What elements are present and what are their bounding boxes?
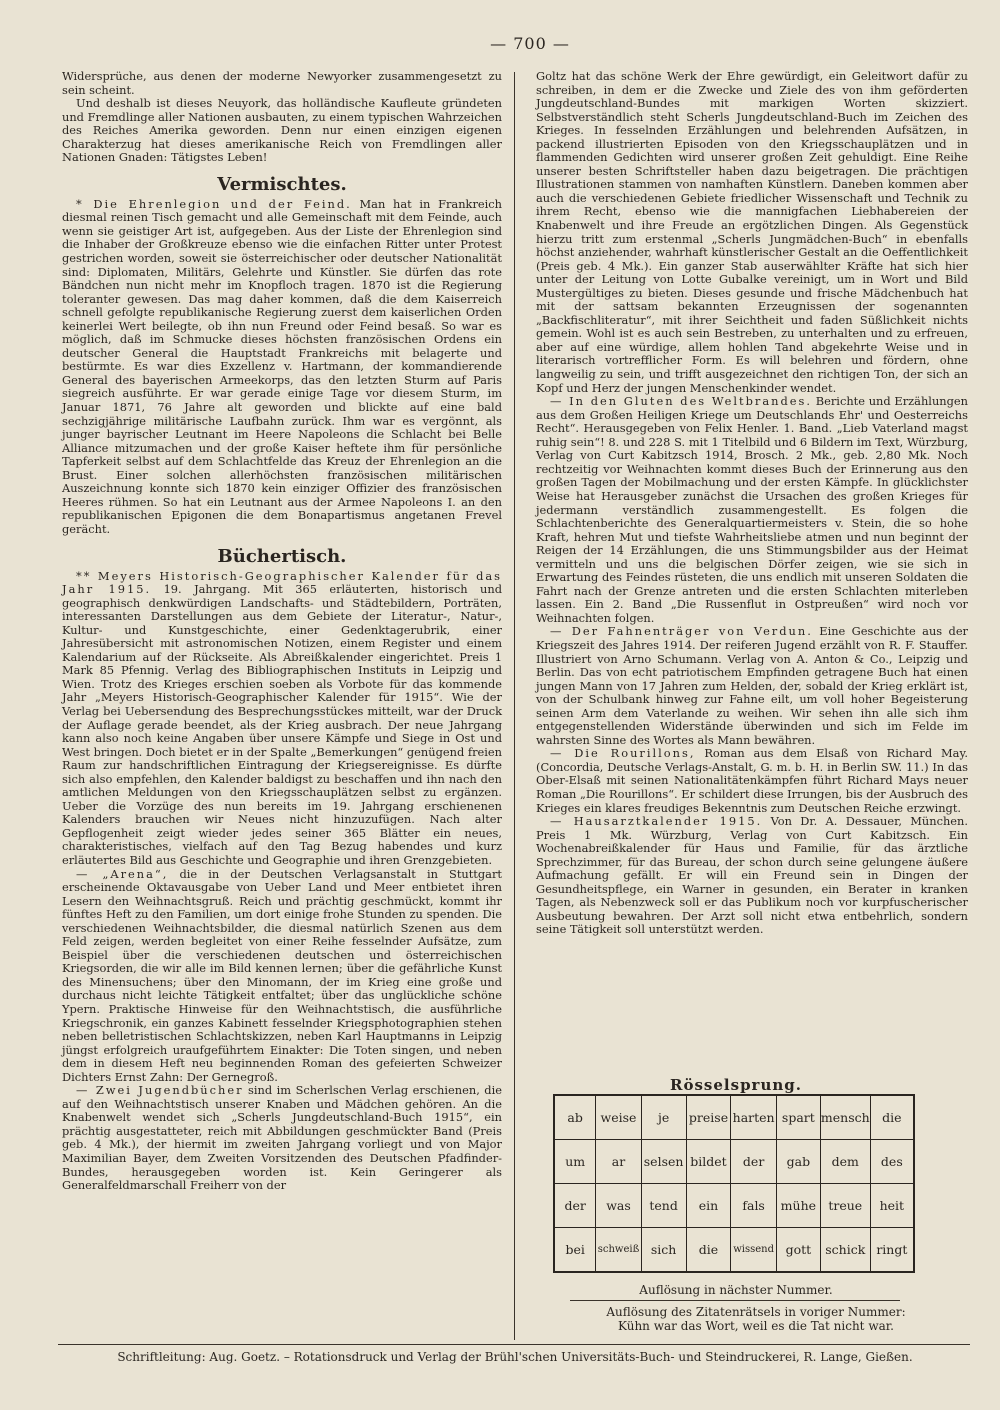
left-column [62, 70, 502, 1193]
puzzle-row [554, 1228, 914, 1273]
book-review-continuation: Goltz hat das schöne Werk der Ehre gewürdigt, ein Geleitwort dafür zu schreiben, in dem er die Zwecke und Ziele des von ihm geförderten Jungdeutschland-Bundes mit markigen Worten skizziert. Selbstverständlich steht Scherls Jungdeutschland-Buch im Zeichen des Krieges. In fesselnden Erzählungen und belehrenden Aufsätzen, in packend illustrierten Episoden von den Kriegsschauplätzen und in flammenden Gedichten wird unserer großen Zeit gehuldigt. Eine Reihe unserer besten Schriftsteller haben dazu beigetragen. Die prächtigen Illustrationen stammen von namhaften Künstlern. Daneben kommen aber auch die verschiedenen Gebiete friedlicher Wissenschaft und Technik zu ihrem Recht, ebenso wie die mannigfachen Liebhabereien der Knabenwelt und ihre Freude an ergötzlichen Dingen. Als Gegenstück hierzu tritt zum erstenmal „Scherls Jungmädchen-Buch“ in ebenfalls höchst anziehender, wahrhaft künstlerischer Gestalt an die Oeffentlichkeit (Preis geb. 4 Mk.). Ein ganzer Stab auserwählter Kräfte hat sich hier unter der Leitung von Lotte Gubalke vereinigt, um in Wort und Bild Mustergültiges zu bieten. Dieses gesunde und frische Mädchenbuch hat mit der sattsam bekannten Erzeugnissen der sogenannten „Backfischliteratur“, mit ihrer Seichtheit und faden Süßlichkeit nichts gemein. Wohl ist es auch sein Bestreben, zu unterhalten und zu erfreuen, aber auf eine würdige, allem hohlen Tand abgekehrte Weise und in literarisch vortrefflicher Form. Es will belehren und fördern, ohne langweilig zu sein, und trifft ausgezeichnet den richtigen Ton, der sich an Kopf und Herz der jungen Menschenkinder wendet. [536, 69, 968, 395]
section-heading-buechertisch: Büchertisch. [217, 545, 347, 567]
review-lead: — Die Rourillons, [550, 746, 696, 761]
book-review-meyers [62, 570, 502, 868]
review-lead: — Hausarztkalender 1915. [550, 814, 763, 829]
article-lead: * Die Ehrenlegion und der Feind. [76, 196, 352, 211]
puzzle-cell: treue [820, 1184, 870, 1228]
puzzle-cell: schweiß [596, 1228, 641, 1273]
riddle-solution [540, 1305, 972, 1333]
puzzle-cell: weise [596, 1095, 641, 1140]
puzzle-cell: der [731, 1140, 776, 1184]
puzzle-solution-note: Auflösung in nächster Nummer. [639, 1283, 833, 1297]
puzzle-cell: mensch [820, 1095, 870, 1140]
review-text: 19. Jahrgang. Mit 365 erläuterten, historisch und geographisch denkwürdigen Landschafts- und Städtebildern, Porträten, interessanten Darstellungen aus dem Gebiete der Literatur-, Natur-, Kultur- und Kunstgeschichte, einer Gedenktagerubrik, einer Jahresübersicht mit astronomischen Notizen, einem Register und einem Kalendarium auf der Rückseite. Als Abreißkalender eingerichtet. Preis 1 Mark 85 Pfennig. Verlag des Bibliographischen Instituts in Leipzig und Wien. Trotz des Krieges erschien soeben als Vorbote für das kommende Jahr „Meyers Historisch-Geographischer Kalender für 1915“. Wie der Verlag bei Uebersendung des Besprechungsstückes mitteilt, war der Druck der Auflage gerade beendet, als der Krieg ausbrach. Der neue Jahrgang kann also noch keine Angaben über unsere Kämpfe und Siege in Ost und West bringen. Doch bietet er in der Spalte „Bemerkungen“ genügend freien Raum zur handschriftlichen Eintragung der Kriegsereignisse. Es dürfte sich also empfehlen, den Kalender baldigst zu beschaffen und ihn nach den amtlichen Meldungen von den Kriegsschauplätzen selbst zu ergänzen. Ueber die Vorzüge des nun bereits im 19. Jahrgang erschienenen Kalenders brauchen wir Neues nicht hinzuzufügen. Nach alter Gepflogenheit zeigt wieder jedes seiner 365 Blätter ein neues, charakteristisches, vielfach auf den Tag Bezug habendes und kurz erläutertes Bild aus Geschichte und Geographie und ihren Grenzgebieten. [62, 582, 503, 867]
puzzle-cell: spart [776, 1095, 820, 1140]
section-heading-vermischtes: Vermischtes. [217, 173, 347, 195]
puzzle-cell: heit [870, 1184, 914, 1228]
riddle-solution-label: Auflösung des Zitatenrätsels in voriger Nummer: [606, 1305, 906, 1319]
book-review-weltbrand [536, 395, 968, 625]
footer-divider [58, 1344, 970, 1345]
puzzle-cell: um [554, 1140, 596, 1184]
book-review-fahnentraeger [536, 625, 968, 747]
imprint-footer: Schriftleitung: Aug. Goetz. – Rotationsdruck und Verlag der Brühl'schen Universitäts-Buch- und Steindruckerei, R. Lange, Gießen. [117, 1350, 913, 1364]
puzzle-cell: der [554, 1184, 596, 1228]
puzzle-cell: ringt [870, 1228, 914, 1273]
puzzle-cell: preise [686, 1095, 731, 1140]
review-text: die in der Deutschen Verlagsanstalt in Stuttgart erscheinende Oktavausgabe von Ueber Land und Meer entbietet ihren Lesern den Weihnachtsgruß. Reich und prächtig geschmückt, kommt ihr fünftes Heft zu den Familien, um dort einige frohe Stunden zu spenden. Die verschiedenen Weihnachtsbilder, die diesmal natürlich Szenen aus dem Feld zeigen, werden begleitet von einer Reihe fesselnder Aufsätze, zum Beispiel über die verschiedenen deutschen und österreichischen Kriegsorden, die wir alle im Bild kennen lernen; über die gefährliche Kunst des Minensuchens; über den Minomann, der im Krieg eine große und durchaus nicht leichte Tätigkeit entfaltet; über das unglückliche schöne Ypern. Praktische Hinweise für den Weihnachtstisch, die ausführliche Kriegschronik, ein ganzes Kabinett fesselnder Kriegsphotographien stehen neben belletristischen Schlachtskizzen, neben Karl Hauptmanns in Leipzig jüngst erfolgreich uraufgeführtem Einakter: Die Toten singen, und neben dem in diesem Heft neu beginnenden Roman des gefeierten Schweizer Dichters Ernst Zahn: Der Gernegroß. [62, 866, 502, 1084]
puzzle-cell: ein [686, 1184, 731, 1228]
puzzle-cell: selsen [641, 1140, 686, 1184]
book-review-rourillons [536, 747, 968, 815]
puzzle-cell: die [870, 1095, 914, 1140]
puzzle-title: Rösselsprung. [670, 1076, 802, 1094]
review-text: Berichte und Erzählungen aus dem Großen Heiligen Kriege um Deutschlands Ehr' und Oesterreichs Recht“. Herausgegeben von Felix Henler. 1. Band. „Lieb Vaterland magst ruhig sein“! 8. und 228 S. mit 1 Titelbild und 6 Bildern im Text, Würzburg, Verlag von Curt Kabitzsch 1914, Brosch. 2 Mk., geb. 2,80 Mk. Noch rechtzeitig vor Weihnachten kommt dieses Buch der Erinnerung aus den großen Tagen der Mobilmachung und der ersten Kämpfe. In glücklichster Weise hat Herausgeber zunächst die Ursachen des großen Krieges für jedermann verständlich zusammengestellt. Es folgen die Schlachtenberichte des Generalquartiermeisters v. Stein, die so hohe Kraft, hehren Mut und tiefste Wahrheitsliebe atmen und nun beginnt der Reigen der 14 Erzählungen, die uns Stimmungsbilder aus der Heimat vermitteln und uns die belgischen Dörfer zeigen, wie sie sich in Erwartung des Feindes rüsteten, die uns endlich mit unseren Soldaten die Fahrt nach der Grenze antreten und die ersten Schlachten miterleben lassen. Ein 2. Band „Die Russenflut in Ostpreußen“ wird noch vor Weihnachten folgen. [536, 394, 968, 625]
review-text: Eine Geschichte aus der Kriegszeit des Jahres 1914. Der reiferen Jugend erzählt von R. F. Stauffer. Illustriert von Arno Schumann. Verlag von A. Anton & Co., Leipzig und Berlin. Das von echt patriotischem Empfinden getragene Buch hat einen jungen Mann von 17 Jahren zum Helden, der, sobald der Krieg erklärt ist, von der Schulbank hinweg zur Fahne eilt, um voll hoher Begeisterung seinen Arm dem Vaterlande zu weihen. Wir sehen ihn alle sich ihm entgegenstellenden Widerstände überwinden und sich im Felde im wahrsten Sinne des Wortes als Mann bewähren. [536, 624, 969, 747]
review-text: sind im Scherlschen Verlag erschienen, die auf den Weihnachtstisch unserer Knaben und Mädchen gehören. An die Knabenwelt wendet sich „Scherls Jungdeutschland-Buch 1915“, ein prächtig ausgestatteter, reich mit Abbildungen geschmückter Band (Preis geb. 4 Mk.), der hiermit im zweiten Jahrgang vorliegt und von Major Maximilian Bayer, dem Zweiten Vorsitzenden des Deutschen Pfadfinder-Bundes, herausgegeben worden ist. Kein Geringerer als Generalfeldmarschall Freiherr von der [62, 1083, 502, 1193]
review-text: Von Dr. A. Dessauer, München. Preis 1 Mk. Würzburg, Verlag von Curt Kabitzsch. Ein Wochenabreißkalender für Haus und Familie, für das ärztliche Sprechzimmer, für das Bureau, der schon durch seine gelungene äußere Aufmachung gefällt. Er will ein Freund sein in Dingen der Gesundheitspflege, ein Warner in gesunden, ein Berater in kranken Tagen, als Nebenzweck soll er das Publikum noch vor kurpfuscherischer Ausbeutung bewahren. Der Arzt soll nicht etwa entbehrlich, sondern seine Tätigkeit soll unterstützt werden. [536, 814, 968, 937]
puzzle-row [554, 1184, 914, 1228]
review-text: Roman aus dem Elsaß von Richard May. (Concordia, Deutsche Verlags-Anstalt, G. m. b. H. in Berlin SW. 11.) In das Ober-Elsaß mit seinen Nationalitätenkämpfen führt Richard Mays neuer Roman „Die Rourillons“. Er schildert diese Irrungen, bis der Ausbruch des Krieges ein klares freudiges Bekenntnis zum Deutschen Reiche erzwingt. [536, 746, 969, 815]
puzzle-cell: schick [820, 1228, 870, 1273]
puzzle-cell: des [870, 1140, 914, 1184]
puzzle-cell: ar [596, 1140, 641, 1184]
book-review-hausarzt [536, 815, 968, 937]
puzzle-cell: wissend [731, 1228, 776, 1273]
riddle-solution-text: Kühn war das Wort, weil es die Tat nicht war. [618, 1319, 894, 1333]
article-ehrenlegion [62, 198, 502, 537]
puzzle-cell: mühe [776, 1184, 820, 1228]
intro-paragraph-1: Widersprüche, aus denen der moderne Newyorker zusammengesetzt zu sein scheint. [62, 69, 502, 97]
intro-paragraph-2: Und deshalb ist dieses Neuyork, das holländische Kaufleute gründeten und Fremdlinge aller Nationen ausbauten, zu einem typischen Wahrzeichen des Reiches Amerika geworden. Denn nur einen einzigen eigenen Charakterzug hat dieses amerikanische Reich von Fremdlingen aller Nationen Gnaden: Tätigstes Leben! [62, 96, 502, 165]
puzzle-cell: die [686, 1228, 731, 1273]
column-divider [514, 72, 515, 1340]
puzzle-cell: ab [554, 1095, 596, 1140]
puzzle-cell: was [596, 1184, 641, 1228]
puzzle-cell: gott [776, 1228, 820, 1273]
puzzle-cell: bildet [686, 1140, 731, 1184]
review-lead: — „Arena“, [76, 866, 169, 881]
page-number: — 700 — [490, 34, 570, 53]
puzzle-cell: tend [641, 1184, 686, 1228]
puzzle-cell: bei [554, 1228, 596, 1273]
puzzle-cell: harten [731, 1095, 776, 1140]
book-review-jugendbuecher [62, 1084, 502, 1192]
puzzle-row [554, 1140, 914, 1184]
review-lead: — Der Fahnenträger von Verdun. [550, 624, 813, 639]
article-text: Man hat in Frankreich diesmal reinen Tisch gemacht und alle Gemeinschaft mit dem Feinde, auch wenn sie geistiger Art ist, aufgegeben. Aus der Liste der Ehrenlegion sind die Inhaber der Großkreuze ebenso wie die einfachen Ritter unter Protest gestrichen worden, soweit sie österreichischer oder deutscher Nationalität sind: Diplomaten, Militärs, Gelehrte und Künstler. Sie dürfen das rote Bändchen nun nicht mehr im Knopfloch tragen. 1870 ist die Regierung toleranter gewesen. Das mag daher kommen, daß die dem Kaiserreich schnell gefolgte republikanische Regierung zuerst dem kaiserlichen Orden keinerlei Wert beilegte, ob ihn nun Freund oder Feind besaß. So war es möglich, daß im Schmucke dieses höchsten französischen Ordens ein deutscher General die Hauptstadt Frankreichs mit belagerte und bestürmte. Es war dies Exzellenz v. Hartmann, der kommandierende General des bayerischen Armeekorps, das den letzten Sturm auf Paris siegreich ausführte. Er war gerade einige Tage vor diesem Sturm, im Januar 1871, 76 Jahre alt geworden und blickte auf eine bald sechzigjährige militärische Laufbahn zurück. Ihm war es vergönnt, als junger bayrischer Leutnant im Heere Napoleons die Schlacht bei Belle Alliance mitzumachen und der große Kaiser heftete ihm für persönliche Tapferkeit selbst auf dem Schlachtfelde das Kreuz der Ehrenlegion an die Brust. Einer solchen allerhöchsten französischen militärischen Auszeichnung konnte sich 1870 kein einziger Offizier des französischen Heeres rühmen. So hat ein Leutnant aus der Armee Napoleons I. an den republikanischen Epigonen die dem Bonapartismus angetanen Frevel gerächt. [62, 196, 503, 536]
caption-divider [570, 1300, 900, 1301]
puzzle-row [554, 1095, 914, 1140]
book-review-arena [62, 868, 502, 1085]
knight-tour-puzzle-grid [553, 1094, 915, 1273]
puzzle-cell: sich [641, 1228, 686, 1273]
puzzle-cell: gab [776, 1140, 820, 1184]
review-lead: ** Meyers Historisch-Geographischer Kalender für das Jahr 1915. [62, 568, 502, 597]
puzzle-cell: fals [731, 1184, 776, 1228]
review-lead: — In den Gluten des Weltbrandes. [550, 394, 812, 409]
right-column [536, 70, 968, 937]
review-lead: — Zwei Jugendbücher [76, 1083, 244, 1098]
puzzle-cell: dem [820, 1140, 870, 1184]
puzzle-cell: je [641, 1095, 686, 1140]
